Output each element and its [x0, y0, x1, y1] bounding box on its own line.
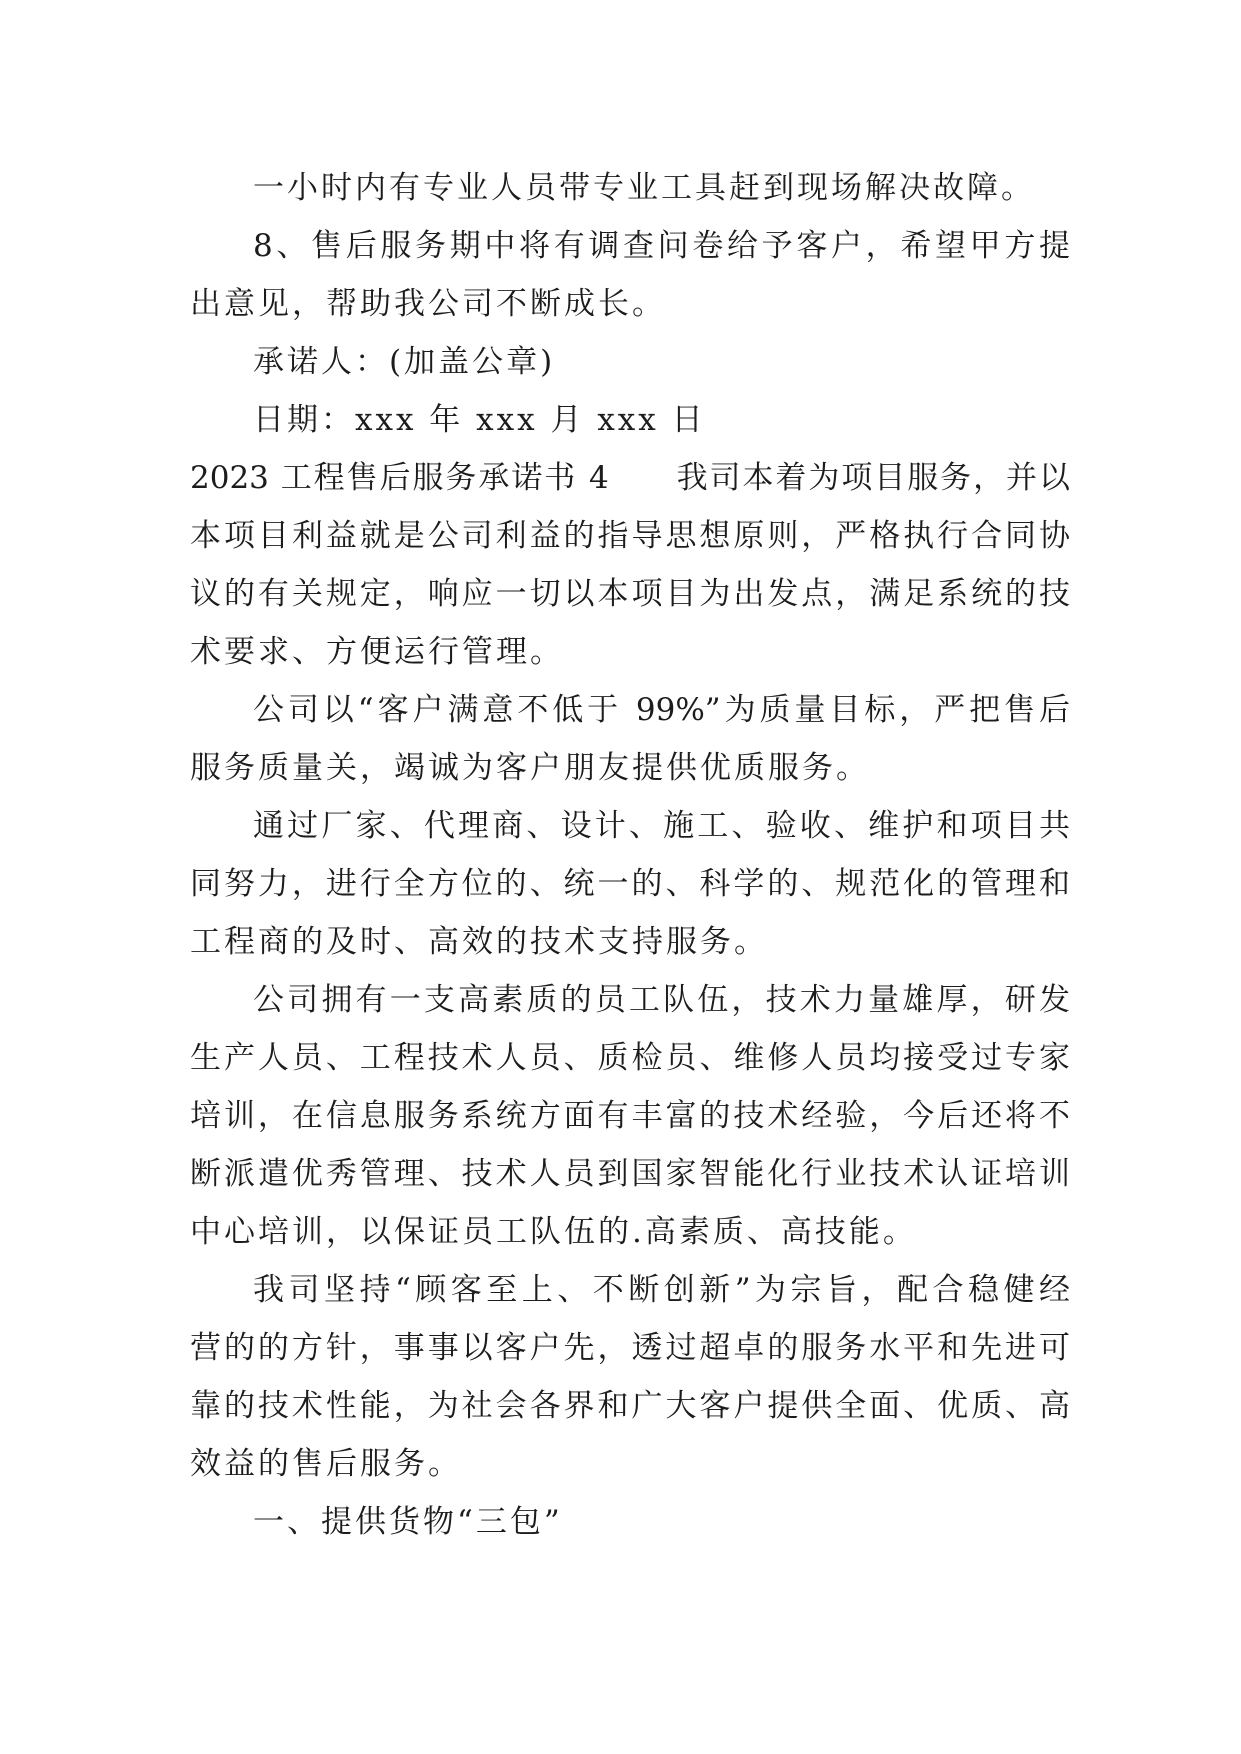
text-line: 工程商的及时、高效的技术支持服务。 [190, 924, 768, 960]
text-line: 日期：xxx 年 xxx 月 xxx 日 [253, 402, 706, 438]
text-line: 培训，在信息服务系统方面有丰富的技术经验，今后还将不 [190, 1098, 1070, 1134]
text-line: 一小时内有专业人员带专业工具赶到现场解决故障。 [253, 170, 1035, 206]
text-line: 同努力，进行全方位的、统一的、科学的、规范化的管理和 [190, 866, 1070, 902]
text-line: 8、售后服务期中将有调查问卷给予客户，希望甲方提 [253, 228, 1070, 264]
text-line: 公司拥有一支高素质的员工队伍，技术力量雄厚，研发 [253, 982, 1070, 1018]
text-line: 中心培训，以保证员工队伍的.高素质、高技能。 [190, 1214, 917, 1250]
text-line: 效益的售后服务。 [190, 1446, 462, 1482]
text-line: 公司以“客户满意不低于 99%”为质量目标，严把售后 [253, 692, 1070, 728]
text-line: 承诺人：(加盖公章) [253, 344, 556, 380]
text-line: 我司坚持“顾客至上、不断创新”为宗旨，配合稳健经 [253, 1272, 1070, 1308]
text-line: 议的有关规定，响应一切以本项目为出发点，满足系统的技 [190, 576, 1070, 612]
text-line: 一、提供货物“三包” [253, 1504, 563, 1540]
text-line: 营的的方针，事事以客户先，透过超卓的服务水平和先进可 [190, 1330, 1070, 1366]
text-line: 2023 工程售后服务承诺书 4 我司本着为项目服务，并以 [190, 460, 1070, 496]
text-line: 生产人员、工程技术人员、质检员、维修人员均接受过专家 [190, 1040, 1070, 1076]
text-line: 服务质量关，竭诚为客户朋友提供优质服务。 [190, 750, 870, 786]
text-line: 本项目利益就是公司利益的指导思想原则，严格执行合同协 [190, 518, 1070, 554]
text-line: 出意见，帮助我公司不断成长。 [190, 286, 666, 322]
text-line: 术要求、方便运行管理。 [190, 634, 564, 670]
text-line: 通过厂家、代理商、设计、施工、验收、维护和项目共 [253, 808, 1070, 844]
text-line: 靠的技术性能，为社会各界和广大客户提供全面、优质、高 [190, 1388, 1070, 1424]
text-line: 断派遣优秀管理、技术人员到国家智能化行业技术认证培训 [190, 1156, 1070, 1192]
